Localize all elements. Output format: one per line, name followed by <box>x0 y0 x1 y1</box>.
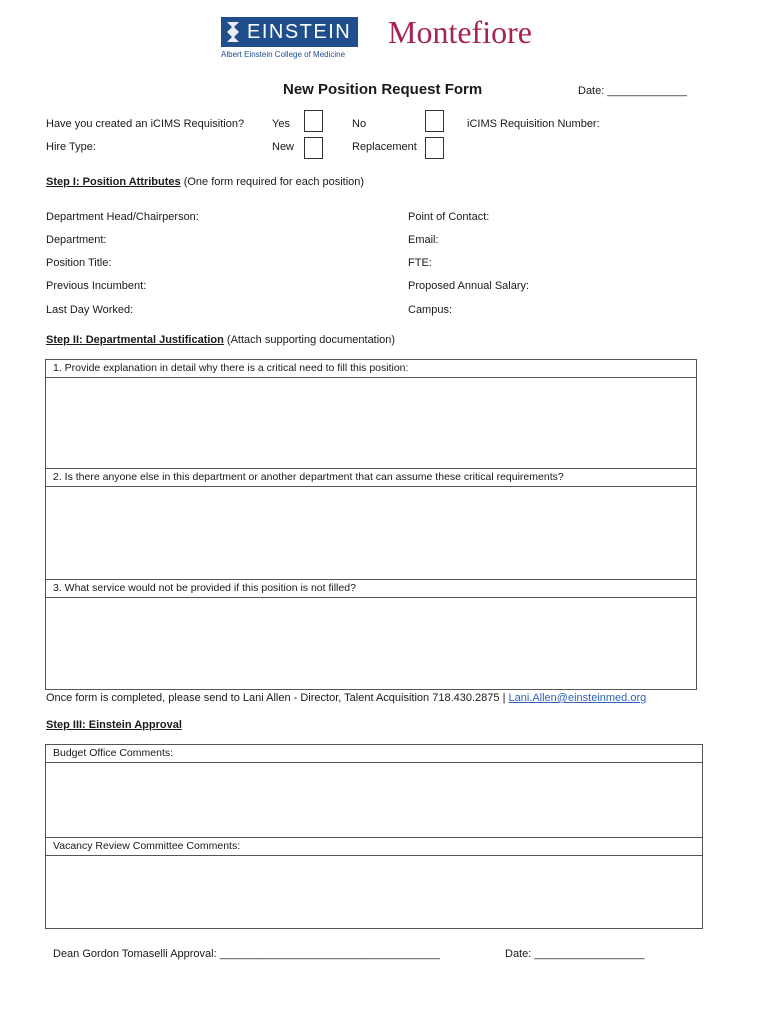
hire-type-label: Hire Type: <box>46 141 96 153</box>
budget-comments-area[interactable] <box>46 763 702 838</box>
field-department[interactable]: Department: <box>46 234 107 246</box>
question-3-box <box>45 579 697 690</box>
einstein-emblem-icon <box>224 20 242 44</box>
budget-comments-label: Budget Office Comments: <box>46 745 702 763</box>
field-last-day-worked[interactable]: Last Day Worked: <box>46 304 134 316</box>
icims-no-label: No <box>352 118 367 130</box>
hire-type-new-checkbox[interactable] <box>304 137 323 159</box>
form-date-field[interactable]: Date: _____________ <box>578 85 687 97</box>
hire-type-new-label: New <box>272 141 295 153</box>
hire-type-replacement-checkbox[interactable] <box>425 137 444 159</box>
step2-heading <box>46 334 395 346</box>
icims-question: Have you created an iCIMS Requisition? <box>46 118 245 130</box>
field-department-head[interactable]: Department Head/Chairperson: <box>46 211 199 223</box>
einstein-logo-subtitle: Albert Einstein College of Medicine <box>221 50 346 59</box>
icims-number-field[interactable]: iCIMS Requisition Number: <box>467 118 600 130</box>
field-point-of-contact[interactable]: Point of Contact: <box>408 211 490 223</box>
approval-date-field[interactable]: Date: __________________ <box>505 948 645 960</box>
field-proposed-salary[interactable]: Proposed Annual Salary: <box>408 280 530 292</box>
step3-title: Step III: Einstein Approval <box>46 719 182 731</box>
question-3-label: 3. What service would not be provided if this position is not filled? <box>46 580 696 598</box>
field-campus[interactable]: Campus: <box>408 304 453 316</box>
einstein-logo-text: EINSTEIN <box>247 21 352 43</box>
form-title: New Position Request Form <box>283 81 483 98</box>
approval-comments-box <box>45 744 703 929</box>
question-1-label: 1. Provide explanation in detail why there is a critical need to fill this position: <box>46 360 696 378</box>
field-previous-incumbent[interactable]: Previous Incumbent: <box>46 280 147 292</box>
send-instructions-text: Once form is completed, please send to Lani Allen - Director, Talent Acquisition 718.430.2875 | <box>46 692 509 704</box>
step1-title: Step I: Position Attributes <box>46 176 181 188</box>
step1-heading <box>46 176 364 188</box>
einstein-logo <box>221 17 359 63</box>
step2-title: Step II: Departmental Justification <box>46 334 224 346</box>
question-1-answer-area[interactable] <box>46 378 696 470</box>
montefiore-logo: Montefiore <box>388 14 532 50</box>
dean-approval-signature[interactable]: Dean Gordon Tomaselli Approval: ____________________________________ <box>53 948 440 960</box>
question-1-box <box>45 359 697 469</box>
step3-heading <box>46 719 182 731</box>
icims-yes-label: Yes <box>272 118 290 130</box>
field-email[interactable]: Email: <box>408 234 439 246</box>
question-2-answer-area[interactable] <box>46 487 696 581</box>
question-3-answer-area[interactable] <box>46 598 696 691</box>
vacancy-comments-label: Vacancy Review Committee Comments: <box>46 838 702 856</box>
send-instructions <box>46 692 646 704</box>
step2-note: (Attach supporting documentation) <box>223 334 396 346</box>
vacancy-comments-area[interactable] <box>46 856 702 929</box>
step1-note: (One form required for each position) <box>180 176 365 188</box>
field-position-title[interactable]: Position Title: <box>46 257 112 269</box>
question-2-box <box>45 468 697 580</box>
icims-yes-checkbox[interactable] <box>304 110 323 132</box>
field-fte[interactable]: FTE: <box>408 257 432 269</box>
contact-email-link[interactable]: Lani.Allen@einsteinmed.org <box>508 692 647 704</box>
question-2-label: 2. Is there anyone else in this department or another department that can assume these critical requirements? <box>46 469 696 487</box>
einstein-logo-banner <box>221 17 358 47</box>
icims-no-checkbox[interactable] <box>425 110 444 132</box>
hire-type-replacement-label: Replacement <box>352 141 417 153</box>
